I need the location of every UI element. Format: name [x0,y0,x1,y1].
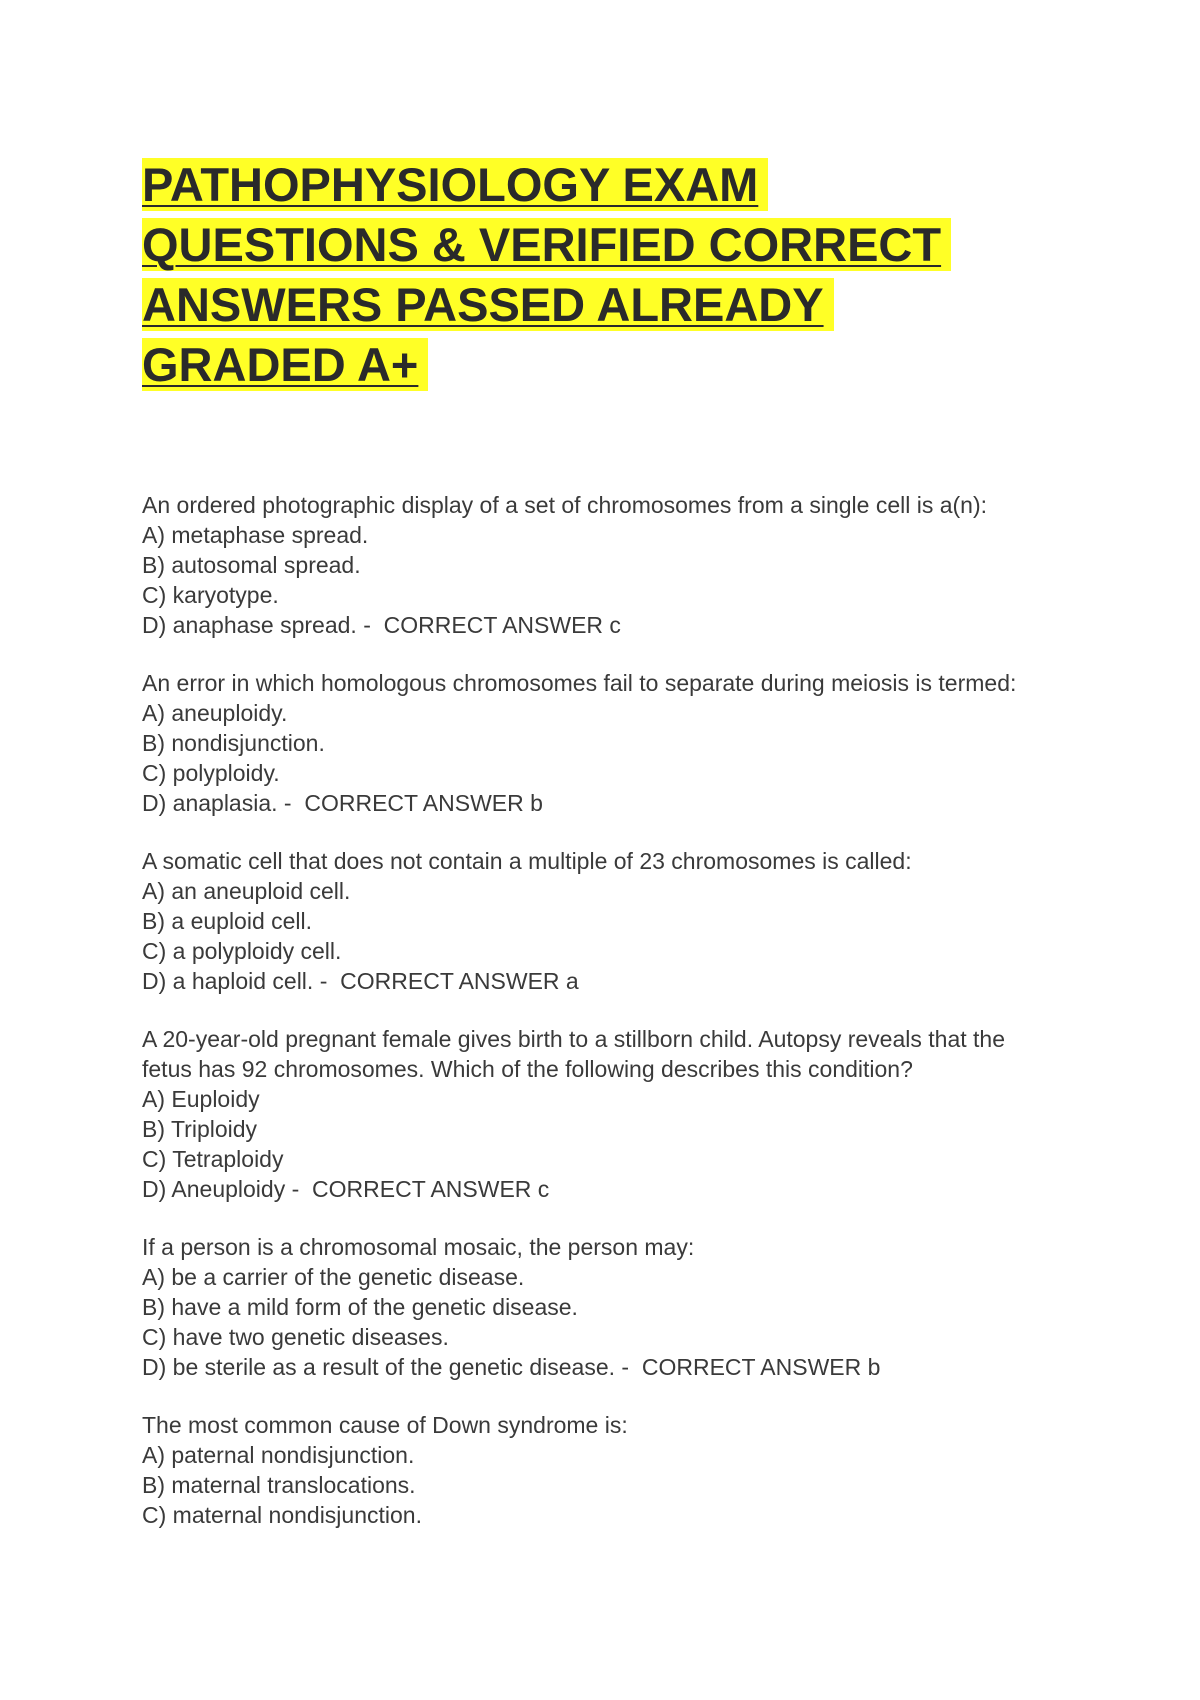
question-block [142,490,1082,640]
question-block [142,668,1082,818]
option-b: B) Triploidy [142,1116,258,1142]
question-stem: A somatic cell that does not contain a multiple of 23 chromosomes is called: [142,848,912,874]
correct-answer: - CORRECT ANSWER c [285,1176,550,1202]
option-d-line [142,788,1082,818]
question-stem: fetus has 92 chromosomes. Which of the following describes this condition? [142,1056,913,1082]
option-d: D) a haploid cell. [142,968,314,994]
option-b: B) have a mild form of the genetic disease. [142,1294,578,1320]
question-list [142,490,1082,1530]
option-a: A) be a carrier of the genetic disease. [142,1264,525,1290]
correct-answer: - CORRECT ANSWER c [356,612,621,638]
option-d: D) anaphase spread. [142,612,357,638]
question-block [142,1232,1082,1382]
correct-answer: - CORRECT ANSWER b [277,790,543,816]
title-line-text: PATHOPHYSIOLOGY EXAM [142,158,768,211]
option-b: B) maternal translocations. [142,1472,416,1498]
question-stem: An ordered photographic display of a set of chromosomes from a single cell is a(n): [142,492,988,518]
title-line [142,275,1082,335]
option-a: A) Euploidy [142,1086,260,1112]
option-a: A) an aneuploid cell. [142,878,351,904]
question-block [142,846,1082,996]
title-line [142,215,1082,275]
option-a: A) aneuploidy. [142,700,288,726]
option-c: C) Tetraploidy [142,1146,284,1172]
option-b: B) a euploid cell. [142,908,313,934]
title-line-text: ANSWERS PASSED ALREADY [142,278,834,331]
option-a: A) paternal nondisjunction. [142,1442,415,1468]
question-stem: An error in which homologous chromosomes fail to separate during meiosis is termed: [142,670,1017,696]
option-d: D) Aneuploidy [142,1176,286,1202]
title-line [142,155,1082,215]
option-d: D) be sterile as a result of the genetic disease. [142,1354,616,1380]
option-c: C) a polyploidy cell. [142,938,342,964]
question-block [142,1024,1082,1204]
option-a: A) metaphase spread. [142,522,369,548]
option-d-line [142,966,1082,996]
document-page [142,155,1082,1558]
question-block [142,1410,1082,1530]
option-d-line [142,1352,1082,1382]
option-c: C) have two genetic diseases. [142,1324,449,1350]
title-line-text: GRADED A+ [142,338,428,391]
question-stem: If a person is a chromosomal mosaic, the person may: [142,1234,695,1260]
option-c: C) maternal nondisjunction. [142,1502,422,1528]
option-d: D) anaplasia. [142,790,278,816]
title-line [142,335,1082,395]
question-stem: The most common cause of Down syndrome is: [142,1412,628,1438]
document-title [142,155,1082,395]
correct-answer: - CORRECT ANSWER a [313,968,579,994]
option-b: B) autosomal spread. [142,552,361,578]
option-c: C) karyotype. [142,582,279,608]
option-c: C) polyploidy. [142,760,280,786]
option-d-line [142,610,1082,640]
option-b: B) nondisjunction. [142,730,325,756]
question-stem: A 20-year-old pregnant female gives birth to a stillborn child. Autopsy reveals that the [142,1026,1005,1052]
correct-answer: - CORRECT ANSWER b [615,1354,881,1380]
option-d-line [142,1174,1082,1204]
title-line-text: QUESTIONS & VERIFIED CORRECT [142,218,951,271]
